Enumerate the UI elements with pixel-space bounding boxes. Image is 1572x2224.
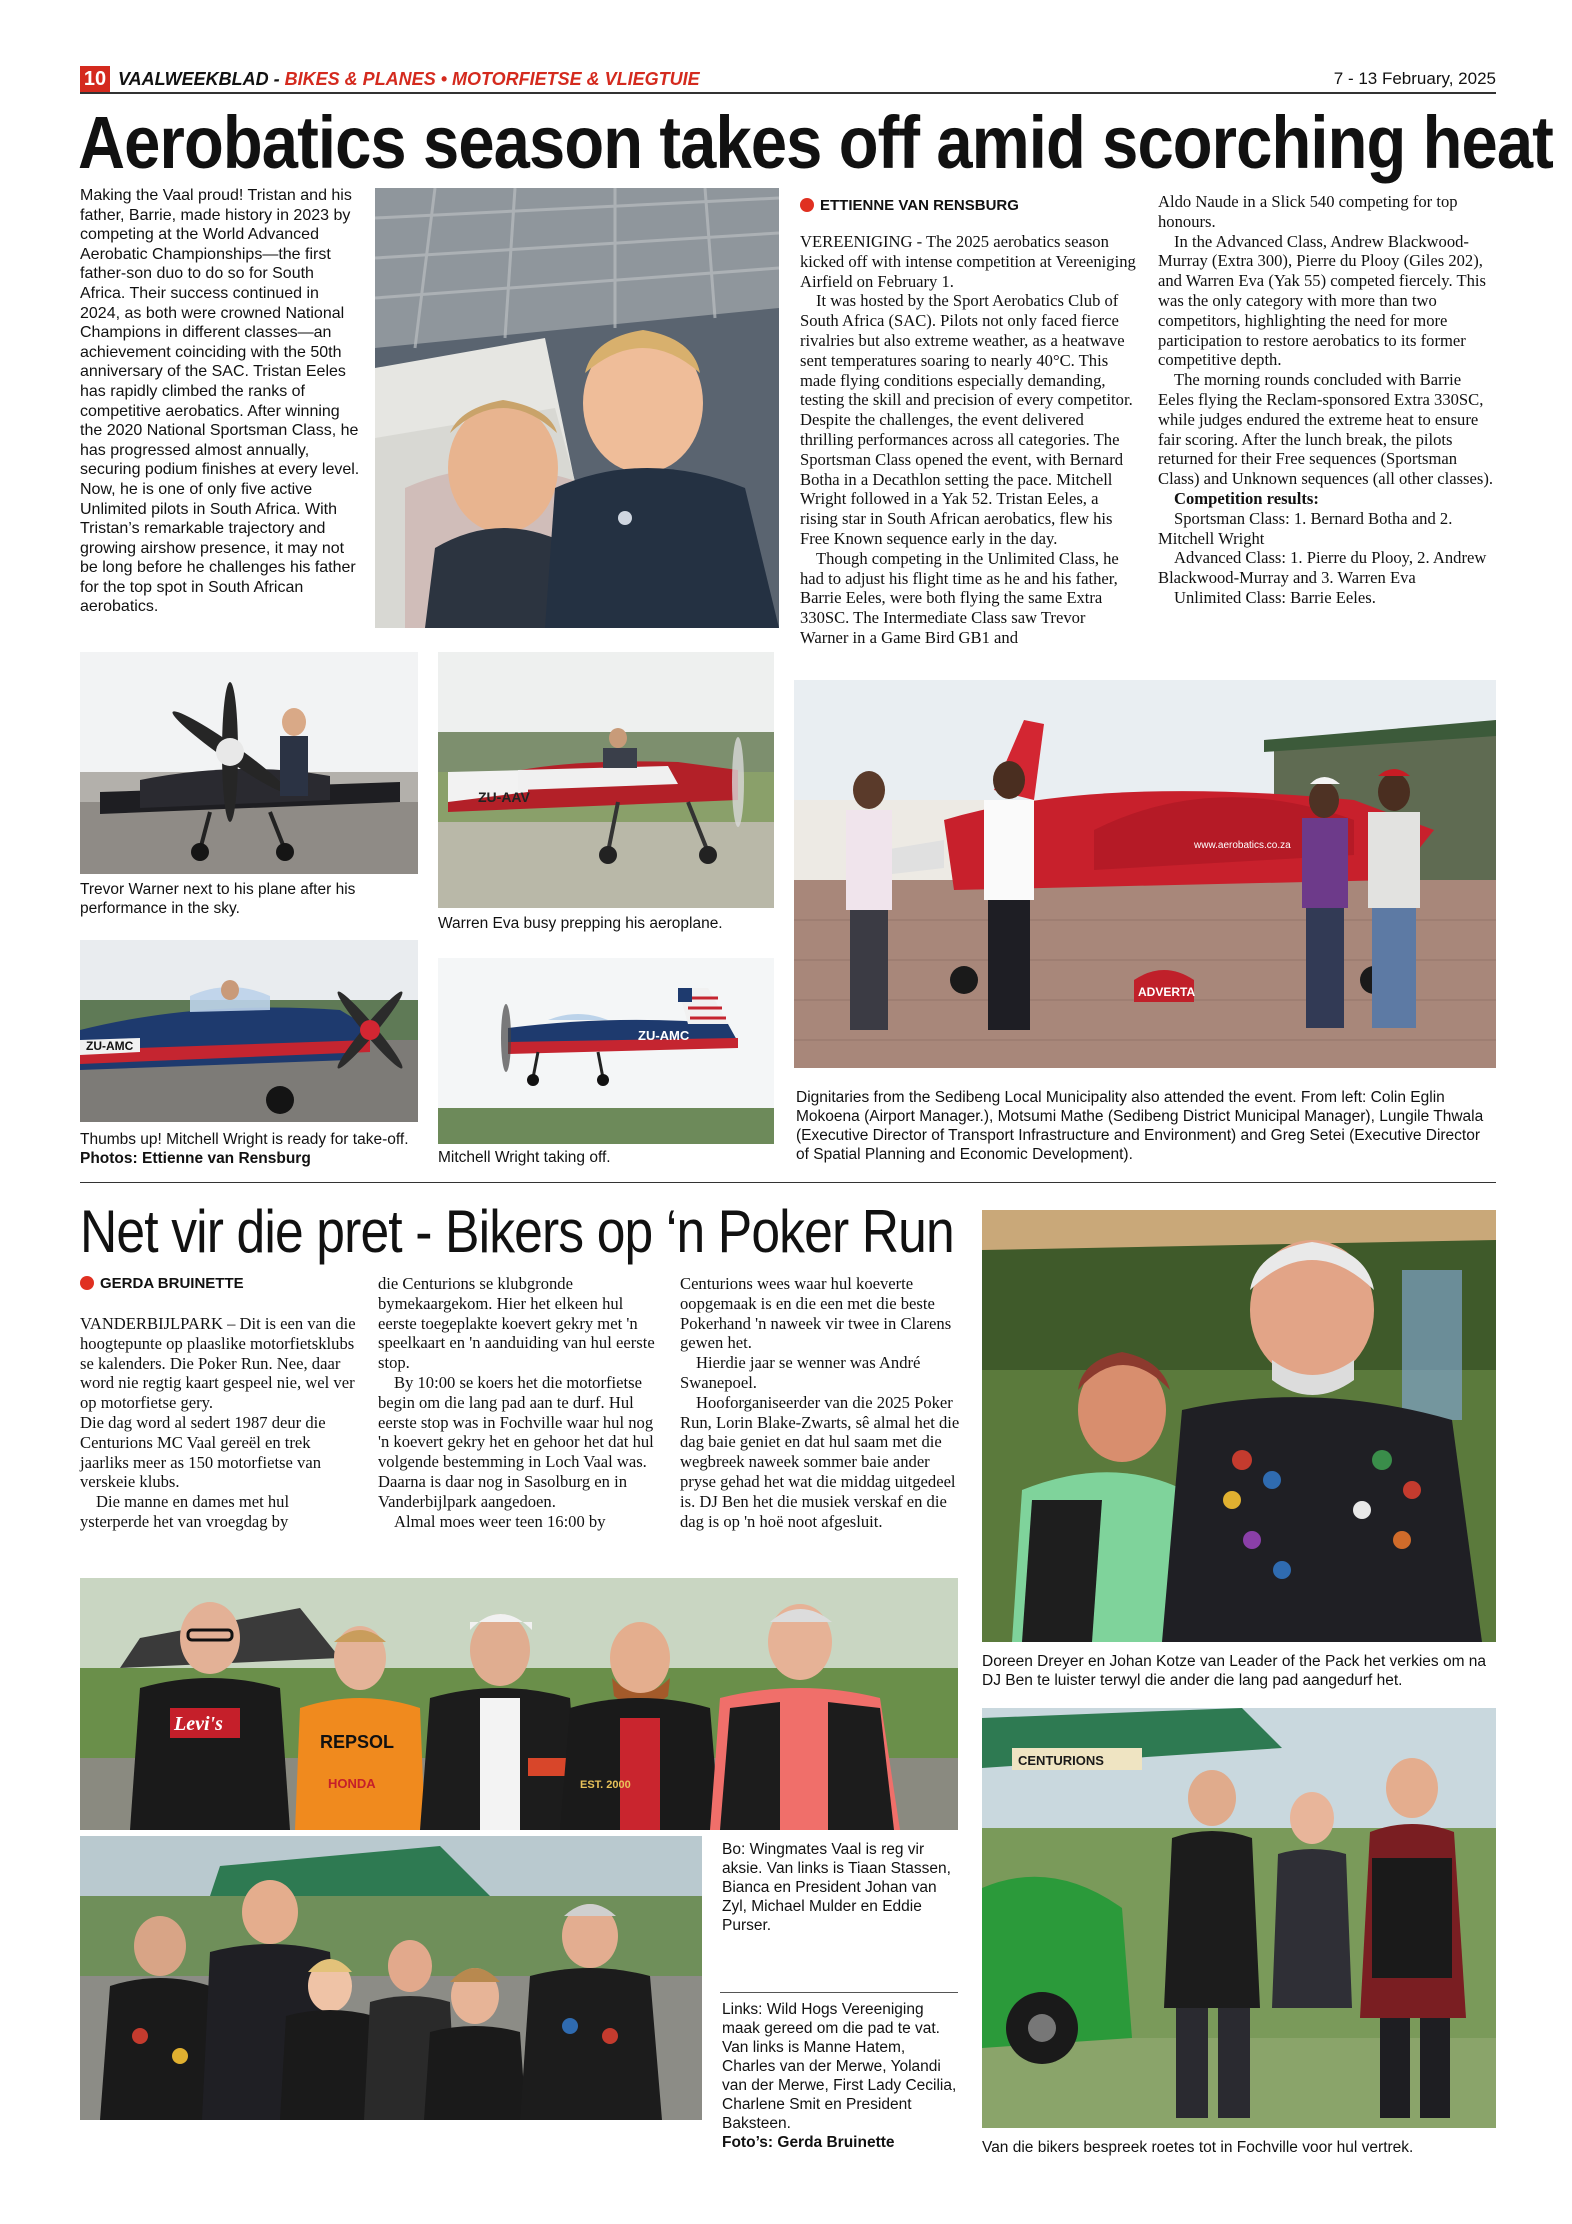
tent-sign-text: CENTURIONS [1018, 1753, 1104, 1768]
bikers-column-2 [378, 1274, 662, 1531]
bikers-col3-para-3: Hooforganiseerder van die 2025 Poker Run, Lorin Blake-Zwarts, sê almal het die dag baie geniet en dat hul saam met die wegbreek naweek sommer baie ander pryse gehad het wat die middag uitgedeel is. DJ Ben het die musiek verskaf en die dag is op 'n hoë noot afgesluit. [680, 1392, 960, 1531]
shirt-repsol-text: REPSOL [320, 1732, 395, 1752]
bikers-col3-para-1: Centurions wees waar hul koeverte oopgemaak is en die een met die beste Pokerhand 'n naweek vir twee in Clarens gewen het. [680, 1274, 952, 1353]
results-heading: Competition results: [1174, 488, 1319, 508]
caption-doreen: Doreen Dreyer en Johan Kotze van Leader of the Pack het verkies om na DJ Ben te luister terwyl die ander die lang pad aangedurf het. [982, 1653, 1487, 1689]
plane-logo: ADVERTA [1138, 985, 1196, 999]
caption-trevor: Trevor Warner next to his plane after his performance in the sky. [80, 881, 356, 917]
photo-trevor-warner [80, 652, 418, 874]
svg-text:www.aerobatics.co.za: www.aerobatics.co.za [1194, 840, 1291, 851]
photo-eeles-father-son [375, 188, 779, 628]
caption-warren: Warren Eva busy prepping his aeroplane. [438, 915, 723, 932]
svg-text:ZU-AAV: ZU-AAV [478, 789, 530, 805]
photo-mitchell-takeoff [438, 958, 774, 1144]
bikers-col3-para-2: Hierdie jaar se wenner was André Swanepoel. [680, 1353, 921, 1392]
photo-route-discussion [982, 1708, 1496, 2128]
bikers-col2-para-3: Almal moes weer teen 16:00 by [394, 1511, 606, 1531]
aero-column-2 [1158, 192, 1496, 608]
photo-doreen-johan [982, 1210, 1496, 1642]
bikers-byline-dot-icon [80, 1276, 94, 1290]
section-divider [80, 1182, 1496, 1183]
plane-registration-1: ZU-AMC [86, 1039, 134, 1053]
photo-wingmates-vaal [80, 1578, 958, 1830]
dignitaries-photo-art [794, 680, 1496, 1068]
paper-name: VAALWEEKBLAD - [118, 69, 285, 89]
aero-col2-para-3: The morning rounds concluded with Barrie Eeles flying the Reclam-sponsored Extra 330SC, while judges endured the extreme heat to ensure fair scoring. After the lunch break, the pilots returned for their Free sequences (Sportsman Class) and Unknown sequences (all other classes). [1158, 370, 1494, 489]
wingmates-photo-art [80, 1578, 958, 1830]
wildhogs-photo-art [80, 1836, 702, 2120]
caption-dignitaries: Dignitaries from the Sedibeng Local Municipality also attended the event. From left: Colin Eglin Mokoena (Airport Manager.), Motsumi Mathe (Sedibeng District Municipal Manager), Lungile Thwala (Executive Director of Transport Infrastructure and Environment) and Greg Setei (Executive Director of Spatial Planning and Economic Development). [796, 1089, 1484, 1163]
aero-col1-para-3: Though competing in the Unlimited Class, he had to adjust his flight time as he and his father, Barrie Eeles, were both flying the same Extra 330SC. The Intermediate Class saw Trevor Warner in a Game Bird GB1 and [800, 548, 1119, 647]
bikers-headline: Net vir die pret - Bikers op ‘n Poker Run [80, 1198, 954, 1265]
results-sportsman: Sportsman Class: 1. Bernard Botha and 2. Mitchell Wright [1158, 508, 1453, 548]
bikers-col2-para-1: die Centurions se klubgronde bymekaargekom. Hier het elkeen hul eerste toegeplakte koevert gekry met 'n speelkaart en 'n aanduiding van hul eerste stop. [378, 1274, 655, 1373]
section-name: BIKES & PLANES • MOTORFIETSE & VLIEGTUIE [284, 69, 700, 89]
patch-est-text: EST. 2000 [580, 1779, 631, 1791]
caption-wild-hogs-text: Links: Wild Hogs Vereeniging maak gereed om die pad te vat. Van links is Manne Hatem, Charles van der Merwe, Yolandi van der Merwe, First Lady Cecilia, Charlene Smit en President Baksteen. [722, 2001, 957, 2132]
bikers-byline [80, 1274, 380, 1294]
photo-wild-hogs [80, 1836, 702, 2120]
caption-thumbs [80, 1130, 420, 1168]
caption-thumbs-credit: Photos: Ettienne van Rensburg [80, 1150, 311, 1167]
aero-byline [800, 196, 1130, 216]
results-advanced: Advanced Class: 1. Pierre du Plooy, 2. Andrew Blackwood-Murray and 3. Warren Eva [1158, 548, 1487, 588]
trevor-photo-art [80, 652, 418, 874]
caption-wild-hogs [722, 2000, 958, 2152]
takeoff-photo-art [438, 958, 774, 1144]
shirt-levis-text: Levi's [174, 1713, 223, 1735]
thumbs-photo-art [80, 940, 418, 1122]
aero-byline-text: ETTIENNE VAN RENSBURG [820, 197, 1019, 214]
aero-column-1 [800, 232, 1136, 648]
eeles-photo-art [375, 188, 779, 628]
aero-col2-para-2: In the Advanced Class, Andrew Blackwood-Murray (Extra 300), Pierre du Plooy (Giles 202), and Warren Eva (Yak 55) competed fiercely. This was the only category with more than two competitors, highlighting the need for more participation to restore aerobatics to its former competitive depth. [1158, 231, 1486, 370]
byline-dot-icon [800, 198, 814, 212]
bikers-byline-text: GERDA BRUINETTE [100, 1275, 244, 1292]
shirt-honda-text: HONDA [328, 1776, 376, 1791]
plane-registration-2: ZU-AMC [638, 1028, 690, 1043]
bikers-column-3 [680, 1274, 964, 1531]
photo-dignitaries [794, 680, 1496, 1068]
caption-takeoff: Mitchell Wright taking off. [438, 1149, 611, 1166]
caption-route: Van die bikers bespreek roetes tot in Fochville voor hul vertrek. [982, 2139, 1414, 2156]
page-number: 10 [80, 66, 110, 92]
aero-col1-para-1: VEREENIGING - The 2025 aerobatics season kicked off with intense competition at Vereeniging Airfield on February 1. [800, 232, 1136, 291]
doreen-photo-art [982, 1210, 1496, 1642]
caption-wild-hogs-credit: Foto’s: Gerda Bruinette [722, 2134, 895, 2151]
issue-date: 7 - 13 February, 2025 [1333, 69, 1496, 88]
warren-photo-art [438, 652, 774, 908]
photo-warren-eva [438, 652, 774, 908]
aero-intro: Making the Vaal proud! Tristan and his father, Barrie, made history in 2023 by competing at the World Advanced Aerobatic Championships—the first father-son duo to do so for South Africa. Their success continued in 2024, as both were crowned National Champions in different classes—an achievement coinciding with the 50th anniversary of the SAC. Tristan Eeles has rapidly climbed the ranks of competitive aerobatics. After winning the 2020 National Sportsman Class, he has progressed almost annually, securing podium finishes at every level. Now, he is one of only five active Unlimited pilots in South Africa. With Tristan’s remarkable trajectory and growing airshow presence, it may not be long before he challenges his father for the top spot in South African aerobatics. [80, 187, 360, 616]
wingmates-caption-rule [720, 1992, 958, 1993]
aero-headline: Aerobatics season takes off amid scorching heat [78, 101, 1553, 184]
aero-col1-para-2: It was hosted by the Sport Aerobatics Club of South Africa (SAC). Pilots not only faced fierce rivalries but also extreme weather, as a heatwave sent temperatures soaring to nearly 40°C. This made flying conditions especially demanding, testing the skill and precision of every competitor. Despite the challenges, the event delivered thrilling performances across all categories. The Sportsman Class opened the event, with Bernard Botha in a Decathlon setting the pace. Mitchell Wright followed in a Yak 52. Tristan Eeles, a rising star in South African aerobatics, flew his Free Known sequence early in the day. [800, 291, 1133, 548]
masthead-rule [80, 92, 1496, 94]
masthead-title [118, 66, 918, 92]
caption-wingmates: Bo: Wingmates Vaal is reg vir aksie. Van links is Tiaan Stassen, Bianca en President Johan van Zyl, Michael Mulder en Eddie Purser. [722, 1841, 951, 1934]
route-photo-art [982, 1708, 1496, 2128]
bikers-col2-para-2: By 10:00 se koers het die motorfietse begin om die lang pad aan te durf. Hul eerste stop was in Fochville waar hul nog 'n koevert gekry het en gehoor het dat hul volgende bestemming in Loch Vaal was. Daarna is daar nog in Sasolburg en in Vanderbijlpark aangedoen. [378, 1372, 654, 1511]
bikers-col1-para-3: Die manne en dames met hul ysterperde het van vroegdag by [80, 1492, 290, 1531]
bikers-col1-para-2: Die dag word al sedert 1987 deur die Centurions MC Vaal gereël en trek jaarliks meer as 150 motorfietse van verskeie klubs. [80, 1412, 326, 1492]
photo-thumbs-up [80, 940, 418, 1122]
dignitary-2 [984, 761, 1034, 1030]
caption-thumbs-text: Thumbs up! Mitchell Wright is ready for take-off. [80, 1131, 409, 1148]
bikers-column-1 [80, 1314, 362, 1532]
aero-col2-para-1: Aldo Naude in a Slick 540 competing for top honours. [1158, 192, 1458, 231]
bikers-col1-para-1: VANDERBIJLPARK – Dit is een van die hoogtepunte op plaaslike motorfietsklubs se kalenders. Die Poker Run. Nee, daar word nie regtig kaart gespeel nie, wel ver op motorfietse gery. [80, 1314, 356, 1413]
results-unlimited: Unlimited Class: Barrie Eeles. [1174, 587, 1376, 607]
